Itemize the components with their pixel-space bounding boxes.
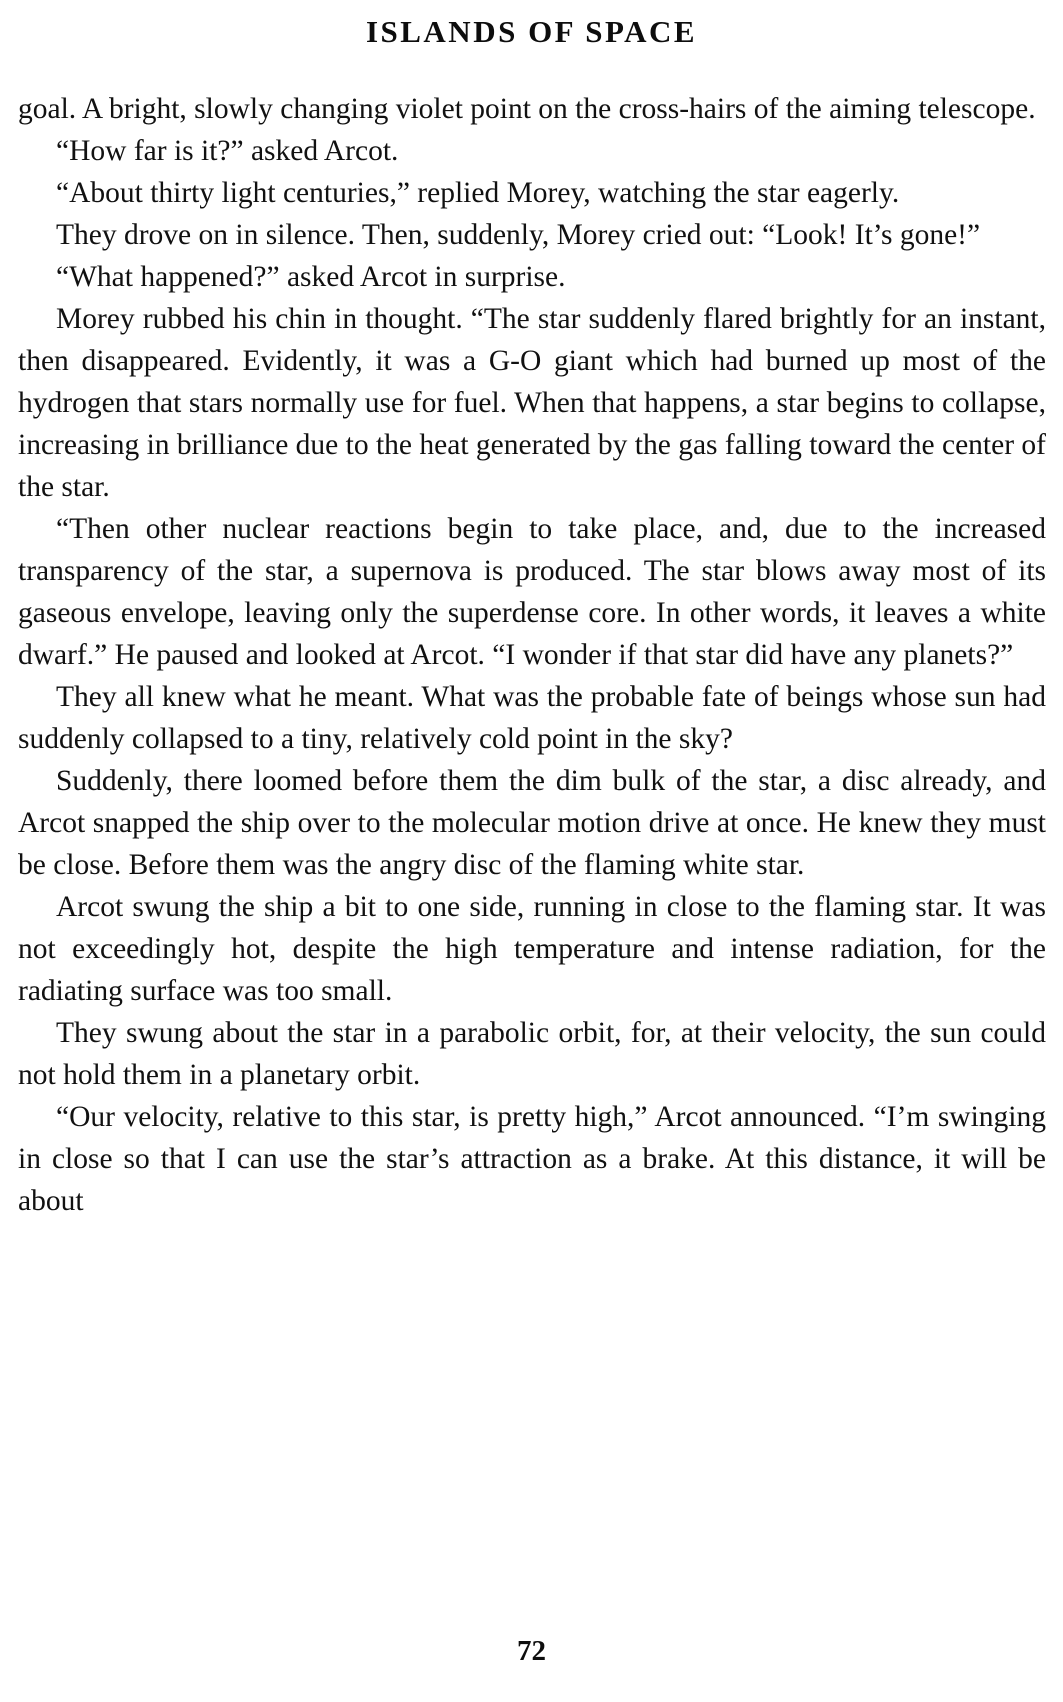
paragraph: They drove on in silence. Then, suddenly, Morey cried out: “Look! It’s gone!” bbox=[56, 219, 981, 251]
paragraph: “Then other nuclear reactions begin to take place, and, due to the increased transparency of the star, a supernova is produced. The star blows away most of its gaseous envelope, leaving only the superdense core. In other words, it leaves a white dwarf.” He paused and looked at Arcot. “I wonder if that star did have any planets?” bbox=[18, 513, 1046, 671]
paragraph: Morey rubbed his chin in thought. “The star suddenly flared brightly for an instant, then disappeared. Evidently, it was a G-O giant which had burned up most of the hydrogen that stars normally use for fuel. When that happens, a star begins to collapse, increasing in brilliance due to the heat generated by the gas falling toward the center of the star. bbox=[18, 303, 1046, 503]
paragraph: “What happened?” asked Arcot in surprise. bbox=[56, 261, 566, 293]
paragraph: goal. A bright, slowly changing violet point on the cross-hairs of the aiming telescope. bbox=[18, 93, 1036, 125]
running-head: ISLANDS OF SPACE bbox=[365, 14, 698, 49]
paragraph: Suddenly, there loomed before them the dim bulk of the star, a disc already, and Arcot snapped the ship over to the molecular motion drive at once. He knew they must be close. Before them was the angry disc of the flaming white star. bbox=[18, 765, 1046, 881]
paragraph: Arcot swung the ship a bit to one side, running in close to the flaming star. It was not exceedingly hot, despite the high temperature and intense radiation, for the radiating surface was too small. bbox=[18, 891, 1046, 1007]
paragraph: They all knew what he meant. What was the probable fate of beings whose sun had suddenly collapsed to a tiny, relatively cold point in the sky? bbox=[18, 681, 1046, 755]
page-number: 72 bbox=[517, 1635, 546, 1667]
paragraph: “Our velocity, relative to this star, is pretty high,” Arcot announced. “I’m swinging in close so that I can use the star’s attraction as a brake. At this distance, it will be about bbox=[18, 1101, 1046, 1217]
paragraph: They swung about the star in a parabolic orbit, for, at their velocity, the sun could not hold them in a planetary orbit. bbox=[18, 1017, 1046, 1091]
paragraph: “About thirty light centuries,” replied Morey, watching the star eagerly. bbox=[56, 177, 900, 209]
body-text bbox=[18, 88, 1046, 1222]
paragraph: “How far is it?” asked Arcot. bbox=[56, 135, 399, 167]
